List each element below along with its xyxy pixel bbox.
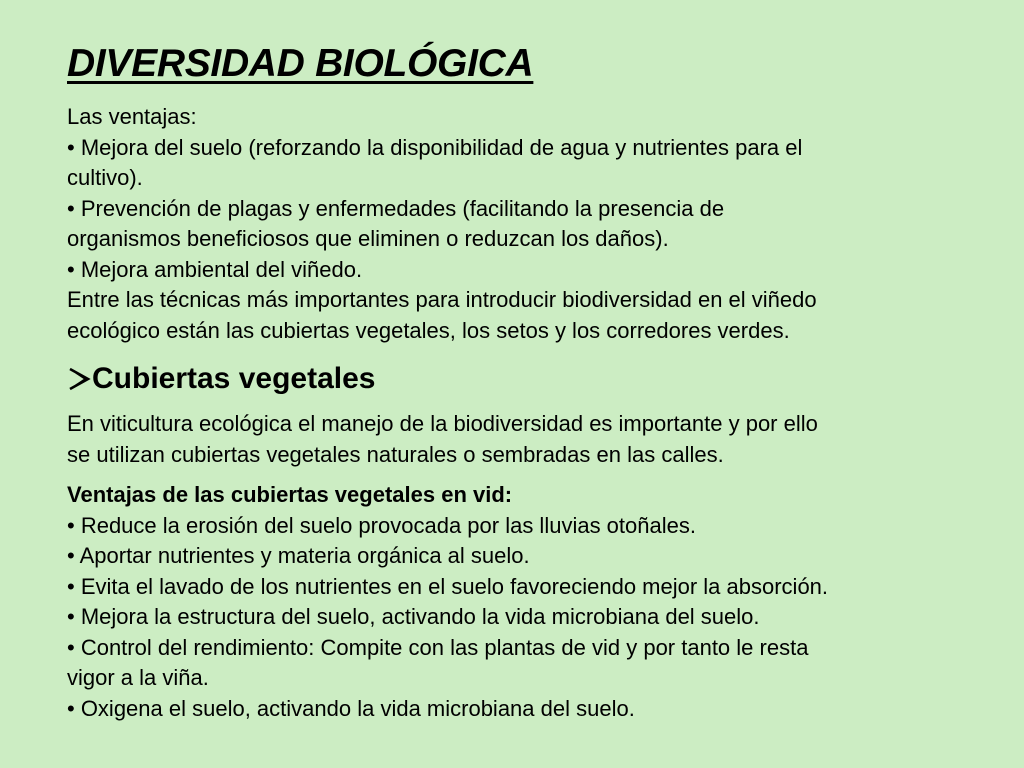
section-paragraph [67,409,967,470]
intro-bullet-1-line-2: cultivo). [67,165,143,190]
advantage-1-line-1: • Reduce la erosión del suelo provocada por las lluvias otoñales. [67,512,696,538]
advantage-4-line-1: • Mejora la estructura del suelo, activando la vida microbiana del suelo. [67,604,760,629]
intro-block [67,102,967,346]
section-heading [67,359,967,399]
advantage-3-line-1: • Evita el lavado de los nutrientes en el suelo favoreciendo mejor la absorción. [67,573,829,599]
advantages-block [67,480,967,724]
section-paragraph-line-2: se utilizan cubiertas vegetales naturales o sembradas en las calles. [67,441,724,467]
slide-title: DIVERSIDAD BIOLÓGICA [67,42,534,85]
arrow-bullet-icon [67,366,91,392]
intro-bullet-1-line-1: • Mejora del suelo (reforzando la disponibilidad de agua y nutrientes para el [67,134,803,160]
intro-label: Las ventajas: [67,104,197,129]
intro-bullet-3-line-1: • Mejora ambiental del viñedo. [67,256,363,282]
advantage-6-line-1: • Oxigena el suelo, activando la vida microbiana del suelo. [67,695,635,721]
advantage-2-line-1: • Aportar nutrientes y materia orgánica al suelo. [67,543,530,568]
intro-bullet-2-line-2: organismos beneficiosos que eliminen o reduzcan los daños). [67,226,669,251]
spacer [67,470,967,480]
intro-closing-line-1: Entre las técnicas más importantes para introducir biodiversidad en el viñedo [67,287,817,312]
section-paragraph-line-1: En viticultura ecológica el manejo de la biodiversidad es importante y por ello [67,411,818,436]
advantage-5-line-1: • Control del rendimiento: Compite con las plantas de vid y por tanto le resta [67,634,809,660]
advantage-5-line-2: vigor a la viña. [67,665,209,690]
slide-content [67,40,967,724]
intro-closing-line-2: ecológico están las cubiertas vegetales, los setos y los corredores verdes. [67,317,790,343]
intro-bullet-2-line-1: • Prevención de plagas y enfermedades (facilitando la presencia de [67,195,725,221]
section-heading-text: Cubiertas vegetales [92,362,376,395]
advantages-title: Ventajas de las cubiertas vegetales en vid: [67,482,513,507]
